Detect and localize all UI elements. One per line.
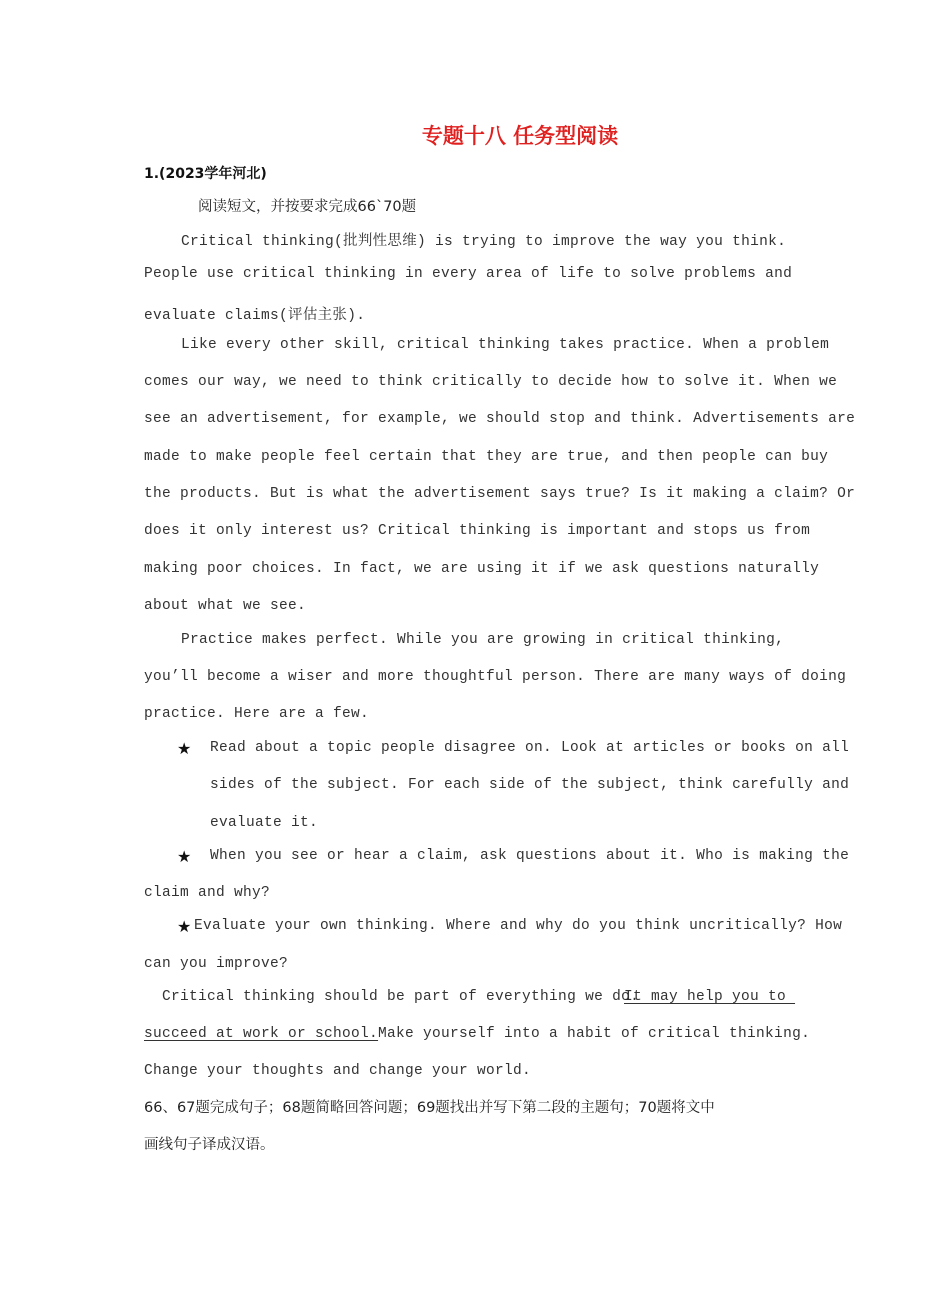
paragraph-2-line-1: Like every other skill, critical thinking takes practice. When a problem [181, 337, 830, 353]
task-instruction-line-1: 66、67题完成句子；68题简略回答问题；69题找出并写下第二段的主题句；70题将文中 [144, 1100, 715, 1116]
paragraph-4-line-1-text: Critical thinking should be part of everything we do. [162, 989, 640, 1005]
instruction: 阅读短文，并按要求完成66`70题 [198, 199, 417, 215]
paragraph-2-line-4: made to make people feel certain that they are true, and then people can buy [144, 449, 829, 465]
underlined-sentence-part-1: It may help you to [624, 989, 796, 1005]
bullet-2-line-1: When you see or hear a claim, ask questions about it. Who is making the [210, 848, 850, 864]
paragraph-3-line-2: you’ll become a wiser and more thoughtful person. There are many ways of doing [144, 669, 847, 685]
star-icon: ★ [177, 847, 192, 866]
task-instruction-line-2: 画线句子译成汉语。 [144, 1137, 275, 1153]
paragraph-3-line-1: Practice makes perfect. While you are growing in critical thinking, [181, 632, 785, 648]
paragraph-1-line-1: Critical thinking(批判性思维) is trying to improve the way you think. [181, 234, 787, 250]
paragraph-1-line-2: People use critical thinking in every area of life to solve problems and [144, 266, 793, 282]
underlined-sentence-part-2: succeed at work or school. [144, 1026, 379, 1042]
paragraph-3-line-3: practice. Here are a few. [144, 706, 370, 722]
bullet-3-line-2: can you improve? [144, 956, 289, 972]
paragraph-2-line-8: about what we see. [144, 598, 307, 614]
page-title: 专题十八 任务型阅读 [421, 124, 619, 148]
star-icon: ★ [177, 917, 192, 936]
star-icon: ★ [177, 739, 192, 758]
bullet-2-line-2: claim and why? [144, 885, 271, 901]
bullet-1-line-2: sides of the subject. For each side of the subject, think carefully and [210, 777, 850, 793]
paragraph-2-line-7: making poor choices. In fact, we are using it if we ask questions naturally [144, 561, 820, 577]
paragraph-1-line-3: evaluate claims(评估主张). [144, 308, 366, 324]
bullet-1-line-1: Read about a topic people disagree on. Look at articles or books on all [210, 740, 850, 756]
bullet-1-line-3: evaluate it. [210, 815, 319, 831]
paragraph-2-line-5: the products. But is what the advertisement says true? Is it making a claim? Or [144, 486, 856, 502]
question-label: 1.(2023学年河北) [144, 166, 267, 182]
bullet-3-line-1: Evaluate your own thinking. Where and why do you think uncritically? How [194, 918, 843, 934]
paragraph-2-line-6: does it only interest us? Critical thinking is important and stops us from [144, 523, 811, 539]
paragraph-2-line-2: comes our way, we need to think critically to decide how to solve it. When we [144, 374, 838, 390]
paragraph-4-line-3: Change your thoughts and change your world. [144, 1063, 532, 1079]
paragraph-2-line-3: see an advertisement, for example, we should stop and think. Advertisements are [144, 411, 856, 427]
paragraph-4-line-2-text: Make yourself into a habit of critical thinking. [378, 1026, 811, 1042]
